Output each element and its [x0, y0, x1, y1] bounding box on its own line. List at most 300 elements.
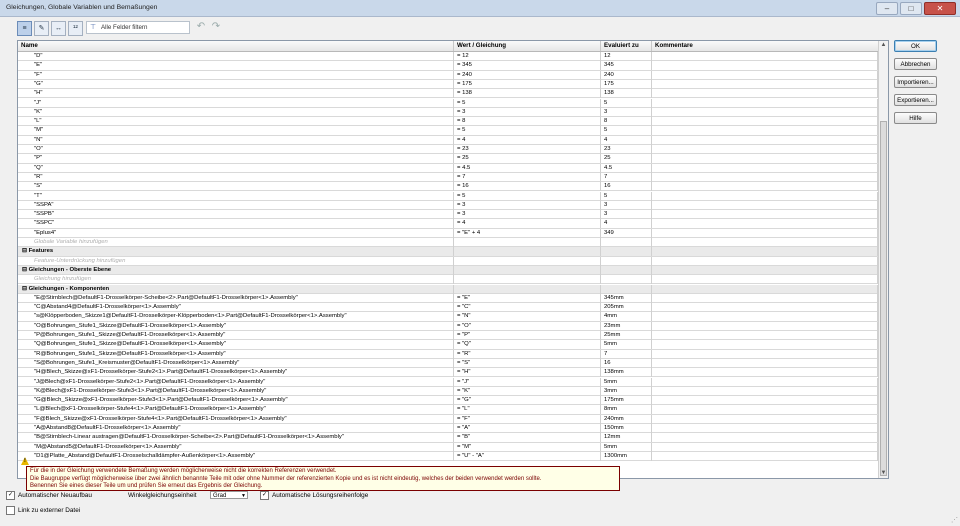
- name-cell: [18, 294, 454, 303]
- name-cell-text: Gleichungen - Oberste Ebene: [28, 266, 112, 273]
- name-cell-text: "J@Blech@xF1-Drosselkörper-Stufe2<1>.Part@DefaultF1-Drosselkörper<1>.Assembly": [34, 378, 266, 385]
- comment-cell[interactable]: [652, 396, 878, 405]
- evaluated-cell-text: 8: [604, 118, 608, 125]
- comment-cell[interactable]: [652, 247, 878, 256]
- name-cell: [18, 350, 454, 359]
- name-cell-text: "F": [34, 71, 42, 78]
- value-cell-text: = "S": [457, 359, 471, 366]
- comment-cell[interactable]: [652, 192, 878, 201]
- value-cell[interactable]: [454, 229, 601, 238]
- cancel-button[interactable]: Abbrechen: [894, 58, 937, 70]
- evaluated-cell: [601, 350, 652, 359]
- value-cell[interactable]: [454, 359, 601, 368]
- table-row[interactable]: [18, 71, 878, 80]
- scroll-thumb[interactable]: [880, 121, 887, 476]
- table-row[interactable]: [18, 219, 878, 228]
- checkbox-unchecked-icon[interactable]: [6, 506, 15, 515]
- close-icon[interactable]: ✕: [924, 2, 956, 15]
- name-cell-text: "Q@Bohrungen_Stufe1_Skizze@DefaultF1-Drosselkörper<1>.Assembly": [34, 341, 226, 348]
- value-cell[interactable]: [454, 405, 601, 414]
- value-cell[interactable]: [454, 192, 601, 201]
- table-row[interactable]: [18, 452, 878, 461]
- value-cell[interactable]: [454, 52, 601, 61]
- comment-cell[interactable]: [652, 99, 878, 108]
- comment-cell[interactable]: [652, 322, 878, 331]
- resize-grip-icon[interactable]: ⋰: [951, 517, 958, 524]
- comment-cell[interactable]: [652, 368, 878, 377]
- evaluated-cell: [601, 229, 652, 238]
- value-cell[interactable]: [454, 368, 601, 377]
- evaluated-cell: [601, 266, 652, 275]
- evaluated-cell: [601, 303, 652, 312]
- group-row[interactable]: [18, 285, 878, 294]
- comment-cell[interactable]: [652, 415, 878, 424]
- name-cell-text: "B@Stirnblech-Linear austragen@DefaultF1-Drosselkörper-Scheibe<2>.Part@DefaultF1-Drosselkörper<1>.Assembly": [34, 434, 344, 441]
- table-row[interactable]: [18, 359, 878, 368]
- evaluated-cell: [601, 219, 652, 228]
- comment-cell[interactable]: [652, 387, 878, 396]
- equations-table: [17, 40, 889, 479]
- evaluated-cell: [601, 257, 652, 266]
- ordered-view-icon[interactable]: ¹²: [68, 21, 83, 36]
- comment-cell[interactable]: [652, 405, 878, 414]
- evaluated-cell: [601, 322, 652, 331]
- evaluated-cell-text: 349: [604, 229, 614, 236]
- comment-cell[interactable]: [652, 108, 878, 117]
- value-cell[interactable]: [454, 219, 601, 228]
- comment-cell[interactable]: [652, 173, 878, 182]
- value-cell[interactable]: [454, 238, 601, 247]
- column-header-comments[interactable]: Kommentare: [652, 41, 884, 51]
- value-cell[interactable]: [454, 117, 601, 126]
- name-cell-text: "K@Blech@xF1-Drosselkörper-Stufe3<1>.Part@DefaultF1-Drosselkörper<1>.Assembly": [34, 387, 267, 394]
- value-cell-text: = "C": [457, 304, 471, 311]
- auto-order-checkbox[interactable]: [260, 491, 368, 500]
- auto-rebuild-checkbox[interactable]: [6, 491, 92, 500]
- table-row[interactable]: [18, 201, 878, 210]
- table-row[interactable]: [18, 61, 878, 70]
- table-row[interactable]: [18, 331, 878, 340]
- comment-cell[interactable]: [652, 145, 878, 154]
- table-row[interactable]: [18, 424, 878, 433]
- comment-cell[interactable]: [652, 52, 878, 61]
- add-row[interactable]: [18, 275, 878, 284]
- name-cell-text: "R": [34, 173, 43, 180]
- evaluated-cell-text: 3mm: [604, 387, 618, 394]
- value-cell[interactable]: [454, 387, 601, 396]
- angle-unit-select[interactable]: [210, 491, 248, 499]
- value-cell-text: = 175: [457, 80, 472, 87]
- collapse-icon[interactable]: ⊟: [22, 248, 29, 255]
- value-cell[interactable]: [454, 80, 601, 89]
- table-row[interactable]: [18, 340, 878, 349]
- column-header-value[interactable]: Wert / Gleichung: [454, 41, 601, 51]
- value-cell[interactable]: [454, 378, 601, 387]
- comment-cell[interactable]: [652, 154, 878, 163]
- name-cell-text: "D1@Platte_Abstand@DefaultF1-Drosselschalldämpfer-Außenkörper<1>.Assembly": [34, 452, 256, 459]
- table-row[interactable]: [18, 126, 878, 135]
- value-cell[interactable]: [454, 340, 601, 349]
- name-cell: [18, 368, 454, 377]
- table-row[interactable]: [18, 322, 878, 331]
- comment-cell[interactable]: [652, 378, 878, 387]
- import-button[interactable]: Importieren...: [894, 76, 937, 88]
- comment-cell[interactable]: [652, 285, 878, 294]
- name-cell-text: Feature-Unterdrückung hinzufügen: [34, 257, 126, 264]
- evaluated-cell: [601, 443, 652, 452]
- value-cell[interactable]: [454, 201, 601, 210]
- table-row[interactable]: [18, 164, 878, 173]
- name-cell: [18, 201, 454, 210]
- table-row[interactable]: [18, 303, 878, 312]
- name-cell-text: "R@Bohrungen_Stufe1_Skizze@DefaultF1-Drosselkörper<1>.Assembly": [34, 350, 226, 357]
- table-row[interactable]: [18, 378, 878, 387]
- undo-icon[interactable]: ↶: [196, 21, 206, 32]
- angle-unit-value: Grad: [213, 493, 227, 499]
- table-row[interactable]: [18, 405, 878, 414]
- group-row[interactable]: [18, 266, 878, 275]
- comment-cell[interactable]: [652, 359, 878, 368]
- value-cell[interactable]: [454, 173, 601, 182]
- value-cell[interactable]: [454, 452, 601, 461]
- evaluated-cell-text: 175: [604, 80, 614, 87]
- export-button[interactable]: Exportieren...: [894, 94, 937, 106]
- evaluated-cell-text: 5: [604, 99, 608, 106]
- comment-cell[interactable]: [652, 340, 878, 349]
- name-cell-text: Features: [28, 248, 54, 255]
- link-external-label: Link zu externer Datei: [18, 507, 81, 514]
- equation-view-icon[interactable]: ≡: [17, 21, 32, 36]
- table-row[interactable]: [18, 192, 878, 201]
- name-cell: [18, 145, 454, 154]
- auto-rebuild-label: Automatischer Neuaufbau: [18, 492, 92, 499]
- comment-cell[interactable]: [652, 443, 878, 452]
- collapse-icon[interactable]: ⊟: [22, 285, 29, 292]
- scroll-up-icon[interactable]: ▲: [880, 42, 887, 48]
- evaluated-cell-text: 4: [604, 220, 608, 227]
- value-cell-text: = "K": [457, 387, 471, 394]
- evaluated-cell: [601, 312, 652, 321]
- table-row[interactable]: [18, 117, 878, 126]
- comment-cell[interactable]: [652, 182, 878, 191]
- evaluated-cell: [601, 275, 652, 284]
- value-cell-text: = 5: [457, 99, 466, 106]
- value-cell[interactable]: [454, 294, 601, 303]
- value-cell[interactable]: [454, 312, 601, 321]
- collapse-icon[interactable]: ⊟: [22, 266, 29, 273]
- evaluated-cell-text: 23mm: [604, 322, 621, 329]
- name-cell: [18, 61, 454, 70]
- evaluated-cell: [601, 61, 652, 70]
- value-cell[interactable]: [454, 285, 601, 294]
- table-row[interactable]: [18, 108, 878, 117]
- name-cell-text: "H": [34, 90, 43, 97]
- name-cell: [18, 80, 454, 89]
- comment-cell[interactable]: [652, 201, 878, 210]
- comment-cell[interactable]: [652, 164, 878, 173]
- value-cell-text: = "A": [457, 425, 471, 431]
- table-row[interactable]: [18, 99, 878, 108]
- name-cell: [18, 405, 454, 414]
- name-cell-text: "L@Blech@xF1-Drosselkörper-Stufe4<1>.Part@DefaultF1-Drosselkörper<1>.Assembly": [34, 406, 266, 413]
- value-cell[interactable]: [454, 164, 601, 173]
- evaluated-cell: [601, 71, 652, 80]
- redo-icon[interactable]: ↷: [211, 21, 221, 32]
- value-cell[interactable]: [454, 275, 601, 284]
- value-cell[interactable]: [454, 154, 601, 163]
- value-cell[interactable]: [454, 61, 601, 70]
- table-row[interactable]: [18, 368, 878, 377]
- name-cell-text: "G@Blech_Skizze@xF1-Drosselkörper-Stufe3<1>.Part@DefaultF1-Drosselkörper<1>.Assembly": [34, 397, 288, 404]
- comment-cell[interactable]: [652, 312, 878, 321]
- angle-unit-label: Winkelgleichungseinheit: [128, 492, 197, 499]
- add-row[interactable]: [18, 238, 878, 247]
- comment-cell[interactable]: [652, 275, 878, 284]
- evaluated-cell-text: 4.5: [604, 164, 613, 171]
- comment-cell[interactable]: [652, 126, 878, 135]
- table-row[interactable]: [18, 154, 878, 163]
- name-cell-text: "G": [34, 80, 43, 87]
- evaluated-cell: [601, 294, 652, 303]
- comment-cell[interactable]: [652, 331, 878, 340]
- name-cell: [18, 433, 454, 442]
- table-row[interactable]: [18, 387, 878, 396]
- evaluated-cell-text: 7: [604, 173, 608, 180]
- name-cell-text: "S@Bohrungen_Stufe1_Kreismuster@DefaultF1-Drosselkörper<1>.Assembly": [34, 359, 240, 366]
- value-cell-text: = 7: [457, 173, 466, 180]
- name-cell-text: "O@Bohrungen_Stufe1_Skizze@DefaultF1-Drosselkörper<1>.Assembly": [34, 322, 226, 329]
- value-cell[interactable]: [454, 136, 601, 145]
- value-cell[interactable]: [454, 396, 601, 405]
- evaluated-cell: [601, 331, 652, 340]
- table-row[interactable]: [18, 350, 878, 359]
- name-cell-text: "M": [34, 127, 44, 134]
- evaluated-cell-text: 16: [604, 359, 611, 366]
- table-row[interactable]: [18, 182, 878, 191]
- vertical-scrollbar[interactable]: [878, 41, 888, 478]
- name-cell: [18, 192, 454, 201]
- filter-placeholder: Alle Felder filtern: [101, 24, 148, 31]
- comment-cell[interactable]: [652, 61, 878, 70]
- comment-cell[interactable]: [652, 229, 878, 238]
- comment-cell[interactable]: [652, 266, 878, 275]
- name-cell-text: "P": [34, 155, 43, 162]
- name-cell: [18, 164, 454, 173]
- evaluated-cell-text: 138mm: [604, 369, 624, 376]
- name-cell: [18, 303, 454, 312]
- group-row[interactable]: [18, 247, 878, 256]
- sketch-equation-view-icon[interactable]: ✎: [34, 21, 49, 36]
- name-cell: [18, 89, 454, 98]
- name-cell-text: "Eplus4": [34, 229, 57, 236]
- name-cell: [18, 108, 454, 117]
- table-row[interactable]: [18, 210, 878, 219]
- name-cell-text: "M@Abstand5@DefaultF1-Drosselkörper<1>.Assembly": [34, 443, 182, 450]
- comment-cell[interactable]: [652, 71, 878, 80]
- table-row[interactable]: [18, 229, 878, 238]
- comment-cell[interactable]: [652, 117, 878, 126]
- evaluated-cell-text: 138: [604, 90, 614, 97]
- value-cell[interactable]: [454, 433, 601, 442]
- table-row[interactable]: [18, 52, 878, 61]
- value-cell[interactable]: [454, 350, 601, 359]
- comment-cell[interactable]: [652, 80, 878, 89]
- name-cell-text: Globale Variable hinzufügen: [34, 239, 108, 245]
- value-cell[interactable]: [454, 210, 601, 219]
- column-header-name[interactable]: Name: [18, 41, 454, 51]
- comment-cell[interactable]: [652, 89, 878, 98]
- value-cell[interactable]: [454, 424, 601, 433]
- evaluated-cell: [601, 396, 652, 405]
- name-cell: [18, 52, 454, 61]
- evaluated-cell-text: 150mm: [604, 425, 624, 431]
- value-cell[interactable]: [454, 266, 601, 275]
- evaluated-cell-text: 5: [604, 127, 608, 134]
- filter-input[interactable]: [86, 21, 190, 34]
- comment-cell[interactable]: [652, 257, 878, 266]
- value-cell[interactable]: [454, 415, 601, 424]
- value-cell[interactable]: [454, 126, 601, 135]
- value-cell[interactable]: [454, 71, 601, 80]
- link-external-checkbox[interactable]: [6, 506, 80, 515]
- comment-cell[interactable]: [652, 424, 878, 433]
- name-cell: [18, 331, 454, 340]
- name-cell-text: "L": [34, 118, 42, 125]
- value-cell-text: = "H": [457, 369, 471, 376]
- table-row[interactable]: [18, 80, 878, 89]
- table-row[interactable]: [18, 396, 878, 405]
- value-cell[interactable]: [454, 182, 601, 191]
- name-cell-text: "H@Blech_Skizze@xF1-Drosselkörper-Stufe2<1>.Part@DefaultF1-Drosselkörper<1>.Assembly": [34, 369, 288, 376]
- value-cell[interactable]: [454, 257, 601, 266]
- comment-cell[interactable]: [652, 433, 878, 442]
- evaluated-cell: [601, 108, 652, 117]
- table-row[interactable]: [18, 89, 878, 98]
- evaluated-cell-text: 5mm: [604, 341, 618, 348]
- evaluated-cell: [601, 126, 652, 135]
- table-row[interactable]: [18, 433, 878, 442]
- comment-cell[interactable]: [652, 210, 878, 219]
- evaluated-cell: [601, 238, 652, 247]
- value-cell-text: = 25: [457, 155, 469, 162]
- evaluated-cell-text: 3: [604, 108, 608, 115]
- name-cell-text: "S": [34, 183, 43, 190]
- value-cell[interactable]: [454, 303, 601, 312]
- maximize-icon[interactable]: □: [900, 2, 922, 15]
- dimension-view-icon[interactable]: ↔: [51, 21, 66, 36]
- table-row[interactable]: [18, 136, 878, 145]
- title-bar: [0, 0, 960, 17]
- name-cell: [18, 136, 454, 145]
- name-cell: [18, 285, 454, 294]
- evaluated-cell-text: 345: [604, 62, 614, 69]
- evaluated-cell-text: 205mm: [604, 304, 624, 311]
- evaluated-cell-text: 12: [604, 53, 611, 59]
- value-cell-text: = 3: [457, 211, 466, 218]
- window-controls: [876, 2, 956, 15]
- ok-button[interactable]: OK: [894, 40, 937, 52]
- minimize-icon[interactable]: –: [876, 2, 898, 15]
- table-row[interactable]: [18, 173, 878, 182]
- name-cell: [18, 415, 454, 424]
- checkbox-checked-icon[interactable]: ✓: [261, 492, 268, 498]
- name-cell: [18, 452, 454, 461]
- value-cell-text: = 8: [457, 118, 466, 125]
- evaluated-cell: [601, 452, 652, 461]
- name-cell: [18, 117, 454, 126]
- comment-cell[interactable]: [652, 294, 878, 303]
- value-cell-text: = 3: [457, 201, 466, 208]
- evaluated-cell-text: 5mm: [604, 378, 618, 385]
- value-cell[interactable]: [454, 443, 601, 452]
- table-row[interactable]: [18, 294, 878, 303]
- add-row[interactable]: [18, 257, 878, 266]
- name-cell-text: "A@Abstand8@DefaultF1-Drosselkörper<1>.Assembly": [34, 425, 181, 431]
- undo-redo: [195, 21, 222, 33]
- evaluated-cell: [601, 359, 652, 368]
- value-cell[interactable]: [454, 145, 601, 154]
- help-button[interactable]: Hilfe: [894, 112, 937, 124]
- name-cell: [18, 247, 454, 256]
- value-cell-text: = 5: [457, 192, 466, 199]
- view-toolbar: [17, 20, 83, 36]
- value-cell-text: = 16: [457, 183, 469, 190]
- comment-cell[interactable]: [652, 219, 878, 228]
- comment-cell[interactable]: [652, 350, 878, 359]
- table-row[interactable]: [18, 145, 878, 154]
- table-row[interactable]: [18, 312, 878, 321]
- name-cell-text: Gleichung hinzufügen: [34, 276, 91, 283]
- value-cell-text: = "G": [457, 397, 471, 404]
- comment-cell[interactable]: [652, 136, 878, 145]
- evaluated-cell: [601, 247, 652, 256]
- comment-cell[interactable]: [652, 238, 878, 247]
- value-cell[interactable]: [454, 99, 601, 108]
- value-cell[interactable]: [454, 331, 601, 340]
- evaluated-cell-text: 240mm: [604, 415, 624, 422]
- column-header-evaluated[interactable]: Evaluiert zu: [601, 41, 652, 51]
- table-row[interactable]: [18, 415, 878, 424]
- value-cell[interactable]: [454, 322, 601, 331]
- evaluated-cell: [601, 368, 652, 377]
- value-cell[interactable]: [454, 89, 601, 98]
- evaluated-cell-text: 240: [604, 71, 614, 78]
- value-cell-text: = "Q": [457, 341, 471, 348]
- evaluated-cell: [601, 52, 652, 61]
- filter-icon: ⊤: [90, 24, 97, 31]
- evaluated-cell: [601, 80, 652, 89]
- evaluated-cell: [601, 415, 652, 424]
- value-cell-text: = 4.5: [457, 164, 471, 171]
- value-cell[interactable]: [454, 247, 601, 256]
- value-cell[interactable]: [454, 108, 601, 117]
- checkbox-checked-icon[interactable]: ✓: [7, 492, 14, 498]
- value-cell-text: = "E": [457, 294, 471, 301]
- name-cell-text: "SSPC": [34, 220, 55, 227]
- table-row[interactable]: [18, 443, 878, 452]
- name-cell: [18, 229, 454, 238]
- name-cell: [18, 396, 454, 405]
- name-cell-text: "E@Stirnblech@DefaultF1-Drosselkörper-Scheibe<2>.Part@DefaultF1-Drosselkörper<1>.Assembly": [34, 294, 298, 301]
- comment-cell[interactable]: [652, 303, 878, 312]
- comment-cell[interactable]: [652, 452, 878, 461]
- name-cell: [18, 71, 454, 80]
- value-cell-text: = 240: [457, 71, 472, 78]
- name-cell-text: "E": [34, 62, 43, 69]
- evaluated-cell: [601, 89, 652, 98]
- evaluated-cell: [601, 387, 652, 396]
- scroll-down-icon[interactable]: ▼: [880, 470, 887, 476]
